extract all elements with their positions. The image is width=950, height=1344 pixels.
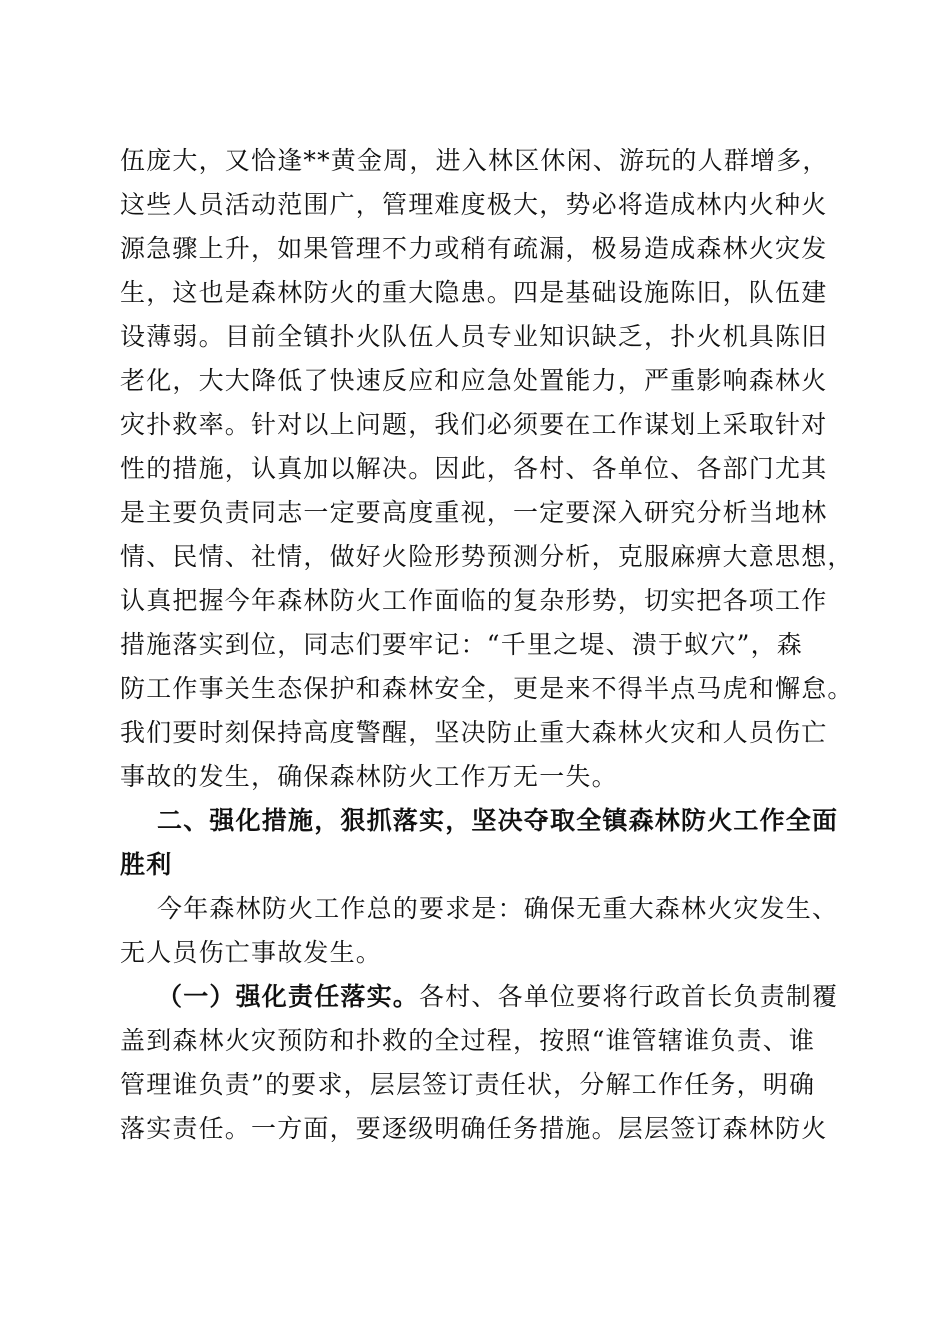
body-line: 防工作事关生态保护和森林安全，更是来不得半点马虎和懈怠。 [120, 674, 854, 703]
body-line: 这些人员活动范围广，管理难度极大，势必将造成林内火种火 [120, 190, 828, 219]
body-line: 灾扑救率。针对以上问题，我们必须要在工作谋划上采取针对 [120, 410, 828, 439]
body-line: 管理谁负责”的要求，层层签订责任状，分解工作任务，明确 [120, 1070, 816, 1099]
body-line: 情、民情、社情，做好火险形势预测分析，克服麻痹大意思想， [120, 542, 854, 571]
body-line: 今年森林防火工作总的要求是：确保无重大森林火灾发生、 [157, 894, 839, 923]
subsection-line [157, 982, 877, 1012]
subsection-heading: （一）强化责任落实。 [157, 982, 420, 1011]
body-line: 伍庞大，又恰逢**黄金周，进入林区休闲、游玩的人群增多， [120, 146, 829, 175]
body-line: 性的措施，认真加以解决。因此，各村、各单位、各部门尤其 [120, 454, 828, 483]
body-line: 无人员伤亡事故发生。 [120, 938, 383, 967]
body-line: 认真把握今年森林防火工作面临的复杂形势，切实把各项工作 [120, 586, 828, 615]
body-text: 各村、各单位要将行政首长负责制覆 [419, 982, 839, 1011]
body-line: 盖到森林火灾预防和扑救的全过程，按照“谁管辖谁负责、谁 [120, 1026, 816, 1055]
body-line: 老化，大大降低了快速反应和应急处置能力，严重影响森林火 [120, 366, 828, 395]
body-line: 生，这也是森林防火的重大隐患。四是基础设施陈旧，队伍建 [120, 278, 828, 307]
body-line: 我们要时刻保持高度警醒，坚决防止重大森林火灾和人员伤亡 [120, 718, 828, 747]
body-line: 源急骤上升，如果管理不力或稍有疏漏，极易造成森林火灾发 [120, 234, 828, 263]
body-line: 事故的发生，确保森林防火工作万无一失。 [120, 762, 618, 791]
section-heading: 二、强化措施，狠抓落实，坚决夺取全镇森林防火工作全面 [157, 806, 839, 835]
body-line: 措施落实到位，同志们要牢记：“千里之堤、溃于蚁穴”，森 [120, 630, 803, 659]
body-line: 是主要负责同志一定要高度重视，一定要深入研究分析当地林 [120, 498, 828, 527]
body-line: 落实责任。一方面，要逐级明确任务措施。层层签订森林防火 [120, 1114, 828, 1143]
body-line: 设薄弱。目前全镇扑火队伍人员专业知识缺乏，扑火机具陈旧 [120, 322, 828, 351]
section-heading-cont: 胜利 [120, 850, 173, 879]
